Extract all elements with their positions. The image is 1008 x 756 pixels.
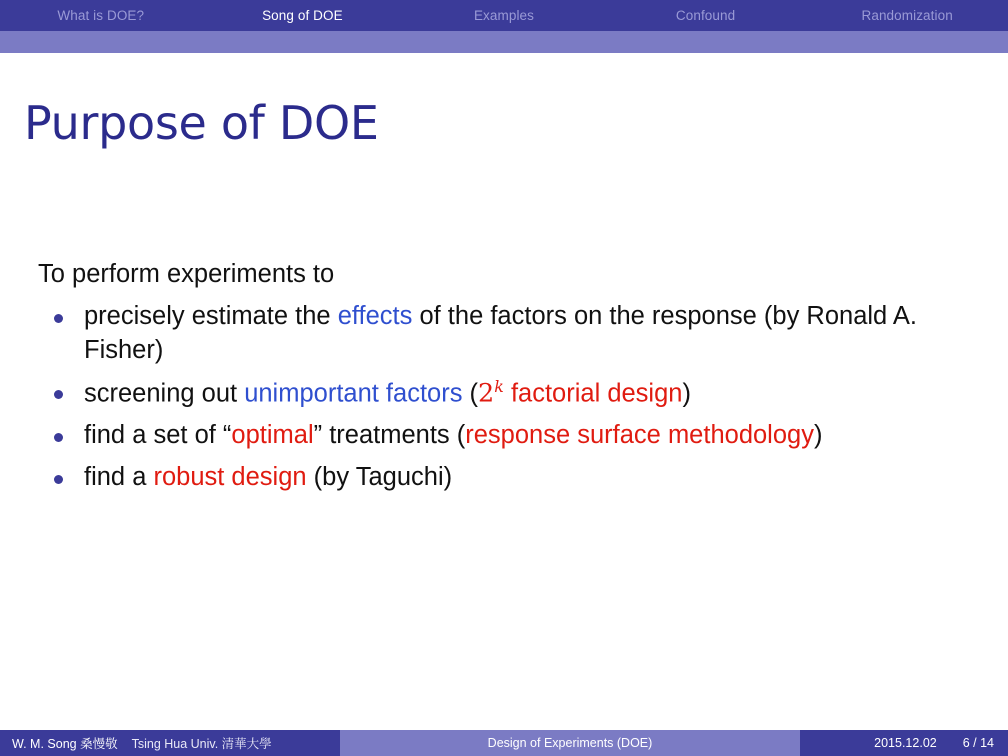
bullet3-part1: find a set of “ — [84, 421, 232, 450]
footer-author: W. M. Song 桑慢敬 — [12, 737, 118, 751]
footer-title: Design of Experiments (DOE) — [340, 730, 800, 756]
footer-date: 2015.12.02 — [874, 736, 937, 750]
bullet-list — [38, 300, 968, 495]
nav-item-confound[interactable]: Confound — [675, 8, 736, 23]
list-item — [84, 300, 968, 368]
bullet3-part3: ) — [813, 421, 823, 450]
lead-text: To perform experiments to — [38, 260, 335, 288]
footer-author-block — [0, 730, 340, 756]
bullet2-part3: ) — [682, 379, 691, 408]
bullet2-part1: screening out — [84, 379, 245, 408]
nav-item-examples[interactable]: Examples — [473, 8, 535, 23]
bullet1-highlight-effects: effects — [337, 301, 413, 330]
navbar — [0, 0, 1008, 31]
list-item — [84, 419, 968, 453]
bullet4-highlight-robust-design: robust design — [153, 463, 307, 492]
bullet2-highlight-exponent: k — [494, 376, 504, 396]
bullet3-part2: ” treatments ( — [313, 421, 466, 450]
bullet2-highlight-unimportant-factors: unimportant factors — [244, 379, 463, 408]
nav-item-what-is-doe[interactable]: What is DOE? — [57, 8, 145, 23]
bullet3-highlight-optimal: optimal — [231, 421, 314, 450]
nav-item-randomization[interactable]: Randomization — [861, 8, 953, 23]
navbar-subbar — [0, 31, 1008, 53]
bullet1-part2: of the factors on the response (by Ronald A. Fisher) — [84, 301, 918, 364]
list-item — [84, 461, 968, 495]
bullet2-highlight-base: 2 — [478, 378, 495, 409]
bullet2-part2: ( — [462, 379, 479, 408]
footer-page-number: 6 / 14 — [962, 736, 994, 750]
slide-body — [38, 258, 968, 503]
nav-item-song-of-doe[interactable]: Song of DOE — [262, 8, 343, 23]
footer — [0, 730, 1008, 756]
bullet2-highlight-factorial-design: factorial design — [503, 379, 683, 408]
bullet4-part1: find a — [84, 463, 154, 492]
footer-right-block — [800, 730, 1008, 756]
list-item — [84, 376, 968, 411]
footer-institution: Tsing Hua Univ. 清華大學 — [131, 737, 272, 751]
page-title: Purpose of DOE — [24, 96, 379, 150]
bullet1-part1: precisely estimate the — [84, 301, 338, 330]
bullet3-highlight-response-surface-methodology: response surface methodology — [465, 421, 814, 450]
bullet4-part2: (by Taguchi) — [306, 463, 453, 492]
